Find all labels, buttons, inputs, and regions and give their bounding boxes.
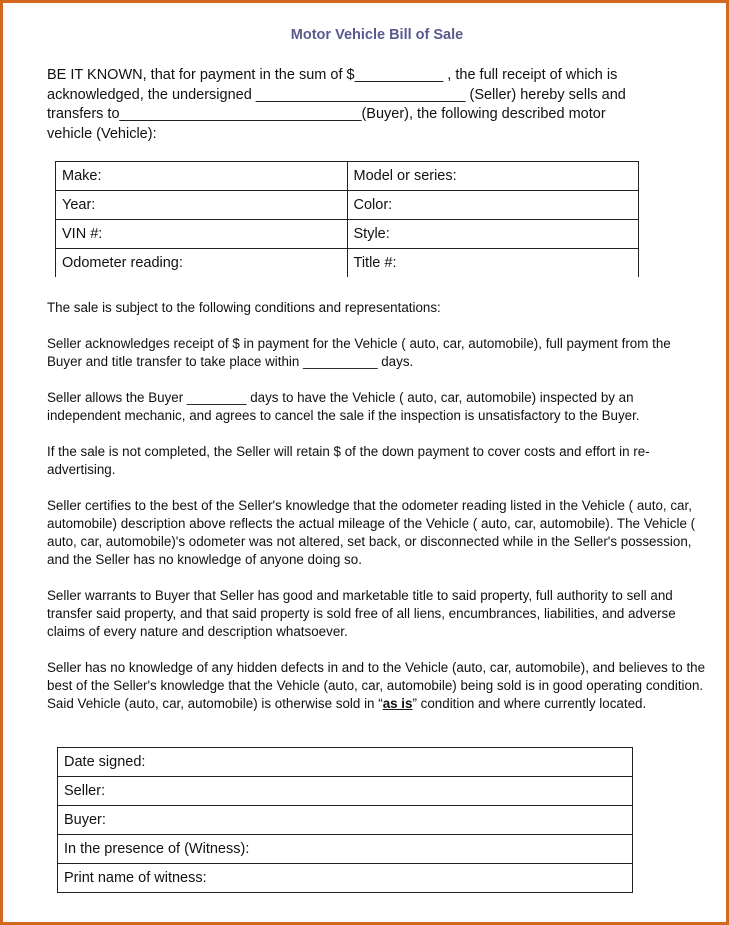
table-row <box>58 777 633 806</box>
intro-line-1: BE IT KNOWN, that for payment in the sum of $___________ , the full receipt of which is <box>47 67 618 83</box>
color-field[interactable]: Color: <box>347 191 639 220</box>
defects-clause <box>47 659 707 713</box>
intro-paragraph <box>47 66 707 144</box>
defects-text: Seller has no knowledge of any hidden defects in and to the Vehicle (auto, car, automobile), and believes to the best of the Seller's knowledge that the Vehicle (auto, car, automobile) being sold is in good operating condition. Said Vehicle (auto, car, automobile) is otherwise sold in “ <box>47 660 706 711</box>
style-field[interactable]: Style: <box>347 220 639 249</box>
table-row <box>58 806 633 835</box>
defects-text-end: ” condition and where currently located. <box>412 696 647 711</box>
table-row <box>58 835 633 864</box>
intro-line-2: acknowledged, the undersigned __________________________ (Seller) hereby sells and <box>47 86 626 103</box>
witness-signature-field[interactable]: In the presence of (Witness): <box>58 835 633 864</box>
witness-name-field[interactable]: Print name of witness: <box>58 864 633 893</box>
odometer-field[interactable]: Odometer reading: <box>56 249 348 278</box>
intro-line-4: vehicle (Vehicle): <box>47 125 157 142</box>
conditions-section <box>47 299 707 731</box>
intro-line-3: transfers to______________________________(Buyer), the following described motor <box>47 106 606 122</box>
signature-table <box>57 747 633 893</box>
make-field[interactable]: Make: <box>56 162 348 191</box>
table-row <box>56 162 639 191</box>
year-field[interactable]: Year: <box>56 191 348 220</box>
table-row <box>58 748 633 777</box>
title-warranty-clause: Seller warrants to Buyer that Seller has good and marketable title to said property, full authority to sell and transfer said property, and that said property is sold free of all liens, encumbrances, liabilities, and adverse claims of every nature and description whatsoever. <box>47 588 676 639</box>
odometer-clause: Seller certifies to the best of the Seller's knowledge that the odometer reading listed in the Vehicle ( auto, car, automobile) description above reflects the actual mileage of the Vehicle ( auto, car, automobile). The Vehicle ( auto, car, automobile)'s odometer was not altered, set back, or disconnected while in the Seller's possession, and the Seller has no knowledge of anyone doing so. <box>47 498 696 567</box>
buyer-signature-field[interactable]: Buyer: <box>58 806 633 835</box>
document-title: Motor Vehicle Bill of Sale <box>290 27 464 43</box>
title-number-field[interactable]: Title #: <box>347 249 639 278</box>
as-is-term: as is <box>382 696 413 711</box>
table-row <box>58 864 633 893</box>
seller-signature-field[interactable]: Seller: <box>58 777 633 806</box>
table-row <box>56 249 639 278</box>
retention-clause: If the sale is not completed, the Seller will retain $ of the down payment to cover costs and effort in re-advertising. <box>47 444 650 477</box>
model-field[interactable]: Model or series: <box>347 162 639 191</box>
inspection-clause: Seller allows the Buyer ________ days to have the Vehicle ( auto, car, automobile) inspected by an independent mechanic, and agrees to cancel the sale if the inspection is unsatisfactory to the Buyer. <box>47 390 640 423</box>
table-row <box>56 191 639 220</box>
payment-clause: Seller acknowledges receipt of $ in payment for the Vehicle ( auto, car, automobile), full payment from the Buyer and title transfer to take place within __________ days. <box>47 336 671 369</box>
vehicle-details-table <box>55 161 639 277</box>
vin-field[interactable]: VIN #: <box>56 220 348 249</box>
date-signed-field[interactable]: Date signed: <box>58 748 633 777</box>
table-row <box>56 220 639 249</box>
conditions-intro: The sale is subject to the following conditions and representations: <box>47 300 441 315</box>
